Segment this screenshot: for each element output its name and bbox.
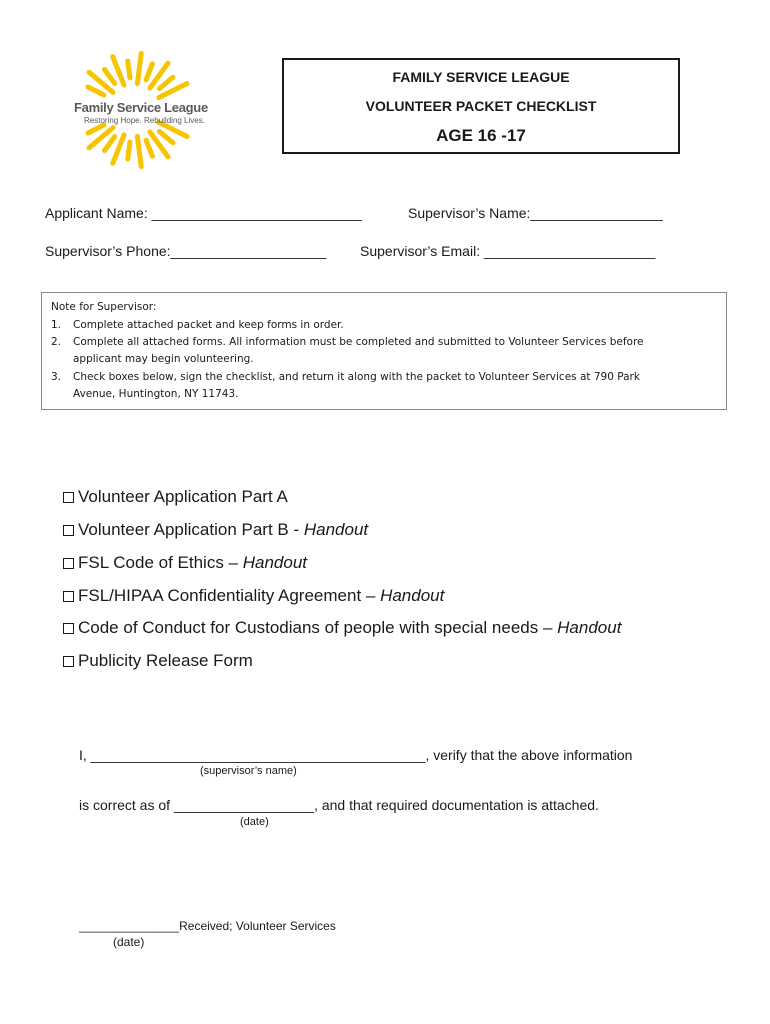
logo-ray <box>104 69 114 83</box>
checklist-item-code-of-conduct[interactable] <box>63 618 621 638</box>
note-item-number: 3. <box>51 371 62 383</box>
note-item <box>51 334 703 368</box>
checklist-label: Code of Conduct for Custodians of people with special needs – <box>78 618 558 637</box>
logo-ray <box>128 61 130 78</box>
checkbox[interactable] <box>63 558 74 569</box>
logo-ray <box>137 53 141 83</box>
logo-ray <box>159 131 172 142</box>
logo-ray <box>146 140 152 156</box>
checklist-label: Volunteer Application Part B - <box>78 520 304 539</box>
age-range: AGE 16 -17 <box>436 126 526 145</box>
note-item <box>51 369 703 403</box>
checklist-label: Volunteer Application Part A <box>78 487 288 506</box>
handout-label: Handout <box>242 553 308 572</box>
logo-ray <box>88 125 104 133</box>
logo-name: Family Service League <box>74 100 208 115</box>
logo-tagline: Restoring Hope. Rebuilding Lives. <box>84 116 205 125</box>
note-item-text: Check boxes below, sign the checklist, and return it along with the packet to Volunteer Services at 790 Park <box>73 371 640 383</box>
received-line[interactable]: _______________Received; Volunteer Services <box>79 919 336 933</box>
supervisor-name-caption: (supervisor’s name) <box>200 765 297 777</box>
note-item-text: Complete all attached forms. All information must be completed and submitted to Volunteer Services before <box>73 336 644 348</box>
note-title: Note for Supervisor: <box>51 301 157 313</box>
checklist-label: FSL Code of Ethics – <box>78 553 243 572</box>
verify-line[interactable]: I, ___________________________________________, verify that the above information <box>79 747 633 763</box>
note-item-text: applicant may begin volunteering. <box>73 353 254 365</box>
handout-label: Handout <box>303 520 369 539</box>
date-line[interactable]: is correct as of __________________, and that required documentation is attached. <box>79 797 599 813</box>
note-item-number: 1. <box>51 319 62 331</box>
checklist-item-confidentiality[interactable] <box>63 586 444 606</box>
handout-label: Handout <box>380 586 445 605</box>
fsl-logo <box>66 48 216 173</box>
checkbox[interactable] <box>63 591 74 602</box>
org-name: FAMILY SERVICE LEAGUE <box>392 69 570 85</box>
supervisor-name-field[interactable]: Supervisor’s Name:_________________ <box>408 205 663 221</box>
supervisor-note <box>41 292 727 410</box>
title-box <box>282 58 680 154</box>
note-item-text: Avenue, Huntington, NY 11743. <box>73 388 239 400</box>
note-item-text: Complete attached packet and keep forms in order. <box>73 319 344 331</box>
logo-ray <box>159 77 172 88</box>
logo-ray <box>137 136 141 166</box>
checkbox[interactable] <box>63 656 74 667</box>
checklist-label: Publicity Release Form <box>78 651 253 670</box>
logo-ray <box>104 137 114 151</box>
checklist-label: FSL/HIPAA Confidentiality Agreement – <box>78 586 381 605</box>
logo-ray <box>146 64 152 80</box>
note-item-number: 2. <box>51 336 62 348</box>
checklist-item-code-of-ethics[interactable] <box>63 553 307 573</box>
supervisor-phone-field[interactable]: Supervisor’s Phone:____________________ <box>45 243 327 259</box>
handout-label: Handout <box>557 618 622 637</box>
document-title: VOLUNTEER PACKET CHECKLIST <box>365 98 597 114</box>
note-item <box>51 317 703 334</box>
date-caption: (date) <box>240 816 269 828</box>
checkbox[interactable] <box>63 525 74 536</box>
logo-ray <box>88 87 104 95</box>
logo-ray <box>128 142 130 159</box>
received-date-caption: (date) <box>113 935 145 949</box>
checklist-item-application-part-a[interactable] <box>63 487 288 507</box>
supervisor-email-field[interactable]: Supervisor’s Email: ______________________ <box>360 243 656 259</box>
checklist-item-application-part-b[interactable] <box>63 520 368 540</box>
applicant-name-field[interactable]: Applicant Name: ___________________________ <box>45 205 362 221</box>
checklist-item-publicity-release[interactable] <box>63 651 253 671</box>
checkbox[interactable] <box>63 623 74 634</box>
checkbox[interactable] <box>63 492 74 503</box>
